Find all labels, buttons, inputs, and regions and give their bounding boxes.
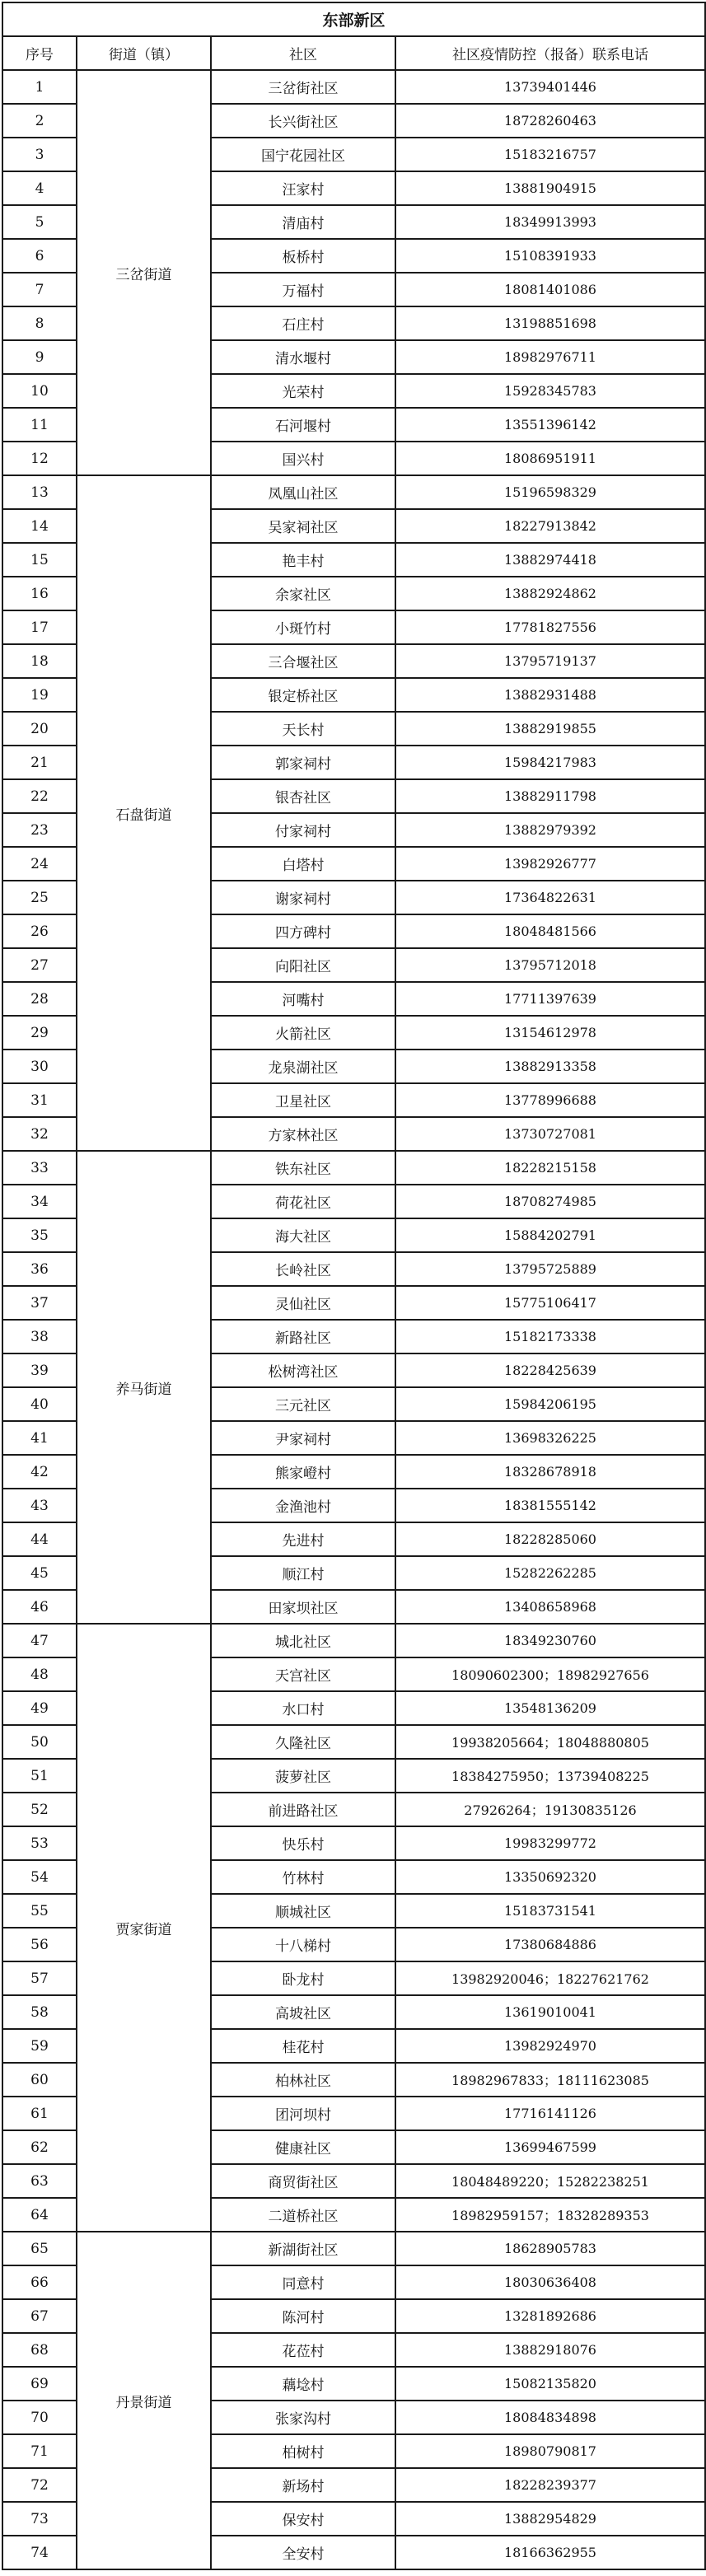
- row-index: 72: [2, 2468, 77, 2502]
- row-index: 46: [2, 1590, 77, 1624]
- row-index: 9: [2, 340, 77, 374]
- phone-cell: 18084834898: [395, 2401, 705, 2434]
- phone-cell: 18381555142: [395, 1489, 705, 1522]
- community-cell: 长岭社区: [211, 1252, 395, 1286]
- phone-cell: 13795725889: [395, 1252, 705, 1286]
- phone-cell: 13982926777: [395, 847, 705, 881]
- row-index: 68: [2, 2333, 77, 2367]
- phone-cell: 18982959157；18328289353: [395, 2198, 705, 2232]
- row-index: 16: [2, 577, 77, 610]
- community-cell: 同意村: [211, 2265, 395, 2299]
- row-index: 34: [2, 1185, 77, 1218]
- row-index: 63: [2, 2164, 77, 2198]
- row-index: 4: [2, 171, 77, 205]
- header-row: [2, 36, 705, 70]
- row-index: 40: [2, 1387, 77, 1421]
- phone-cell: 15928345783: [395, 374, 705, 408]
- phone-cell: 18708274985: [395, 1185, 705, 1218]
- community-cell: 汪家村: [211, 171, 395, 205]
- community-cell: 商贸街社区: [211, 2164, 395, 2198]
- table-row: [2, 475, 705, 509]
- community-cell: 三岔街社区: [211, 70, 395, 104]
- row-index: 42: [2, 1455, 77, 1489]
- row-index: 67: [2, 2299, 77, 2333]
- community-cell: 白塔村: [211, 847, 395, 881]
- community-cell: 石河堰村: [211, 408, 395, 442]
- phone-cell: 15196598329: [395, 475, 705, 509]
- row-index: 45: [2, 1556, 77, 1590]
- community-cell: 张家沟村: [211, 2401, 395, 2434]
- community-cell: 藕埝村: [211, 2367, 395, 2401]
- phone-cell: 15984217983: [395, 746, 705, 779]
- row-index: 69: [2, 2367, 77, 2401]
- community-cell: 天宫社区: [211, 1657, 395, 1691]
- row-index: 2: [2, 104, 77, 138]
- community-cell: 万福村: [211, 273, 395, 306]
- row-index: 39: [2, 1353, 77, 1387]
- phone-cell: 18982976711: [395, 340, 705, 374]
- row-index: 28: [2, 982, 77, 1016]
- row-index: 60: [2, 2063, 77, 2097]
- header-phone: 社区疫情防控（报备）联系电话: [395, 36, 705, 70]
- phone-cell: 18048489220；15282238251: [395, 2164, 705, 2198]
- header-street: 街道（镇）: [77, 36, 211, 70]
- community-cell: 二道桥社区: [211, 2198, 395, 2232]
- phone-cell: 17711397639: [395, 982, 705, 1016]
- community-cell: 郭家祠村: [211, 746, 395, 779]
- community-cell: 荷花社区: [211, 1185, 395, 1218]
- phone-cell: 13882924862: [395, 577, 705, 610]
- community-cell: 田家坝社区: [211, 1590, 395, 1624]
- phone-cell: 19983299772: [395, 1826, 705, 1860]
- phone-cell: 13882919855: [395, 712, 705, 746]
- row-index: 43: [2, 1489, 77, 1522]
- table-row: [2, 2232, 705, 2265]
- row-index: 32: [2, 1117, 77, 1151]
- phone-cell: 15884202791: [395, 1218, 705, 1252]
- community-cell: 金渔池村: [211, 1489, 395, 1522]
- community-cell: 向阳社区: [211, 948, 395, 982]
- row-index: 23: [2, 813, 77, 847]
- community-cell: 凤凰山社区: [211, 475, 395, 509]
- phone-cell: 13795719137: [395, 644, 705, 678]
- row-index: 41: [2, 1421, 77, 1455]
- contact-table: [2, 2, 706, 2570]
- street-cell: 贾家街道: [77, 1624, 211, 2232]
- community-cell: 高坡社区: [211, 1995, 395, 2029]
- community-cell: 团河坝村: [211, 2097, 395, 2130]
- row-index: 14: [2, 509, 77, 543]
- row-index: 51: [2, 1759, 77, 1793]
- community-cell: 天长村: [211, 712, 395, 746]
- row-index: 35: [2, 1218, 77, 1252]
- row-index: 61: [2, 2097, 77, 2130]
- phone-cell: 13698326225: [395, 1421, 705, 1455]
- row-index: 44: [2, 1522, 77, 1556]
- phone-cell: 15183216757: [395, 138, 705, 171]
- community-cell: 花莅村: [211, 2333, 395, 2367]
- community-cell: 河嘴村: [211, 982, 395, 1016]
- phone-cell: 18030636408: [395, 2265, 705, 2299]
- row-index: 73: [2, 2502, 77, 2536]
- row-index: 22: [2, 779, 77, 813]
- row-index: 38: [2, 1320, 77, 1353]
- row-index: 12: [2, 442, 77, 475]
- community-cell: 灵仙社区: [211, 1286, 395, 1320]
- community-cell: 长兴街社区: [211, 104, 395, 138]
- street-cell: 石盘街道: [77, 475, 211, 1151]
- row-index: 57: [2, 1961, 77, 1995]
- community-cell: 柏树村: [211, 2434, 395, 2468]
- row-index: 17: [2, 610, 77, 644]
- phone-cell: 13881904915: [395, 171, 705, 205]
- street-cell: 三岔街道: [77, 70, 211, 475]
- community-cell: 铁东社区: [211, 1151, 395, 1185]
- phone-cell: 17781827556: [395, 610, 705, 644]
- row-index: 1: [2, 70, 77, 104]
- street-cell: 养马街道: [77, 1151, 211, 1624]
- phone-cell: 13350692320: [395, 1860, 705, 1894]
- phone-cell: 18982967833；18111623085: [395, 2063, 705, 2097]
- row-index: 53: [2, 1826, 77, 1860]
- header-community: 社区: [211, 36, 395, 70]
- community-cell: 菠萝社区: [211, 1759, 395, 1793]
- phone-cell: 15108391933: [395, 239, 705, 273]
- phone-cell: 27926264；19130835126: [395, 1793, 705, 1826]
- row-index: 62: [2, 2130, 77, 2164]
- table-row: [2, 1151, 705, 1185]
- community-cell: 光荣村: [211, 374, 395, 408]
- phone-cell: 15082135820: [395, 2367, 705, 2401]
- phone-cell: 18980790817: [395, 2434, 705, 2468]
- community-cell: 全安村: [211, 2536, 395, 2569]
- phone-cell: 18048481566: [395, 914, 705, 948]
- phone-cell: 13882954829: [395, 2502, 705, 2536]
- phone-cell: 13882931488: [395, 678, 705, 712]
- phone-cell: 18228239377: [395, 2468, 705, 2502]
- community-cell: 新路社区: [211, 1320, 395, 1353]
- community-cell: 余家社区: [211, 577, 395, 610]
- phone-cell: 15183731541: [395, 1894, 705, 1928]
- community-cell: 柏林社区: [211, 2063, 395, 2097]
- row-index: 52: [2, 1793, 77, 1826]
- phone-cell: 19938205664；18048880805: [395, 1725, 705, 1759]
- row-index: 56: [2, 1928, 77, 1961]
- phone-cell: 13882918076: [395, 2333, 705, 2367]
- table-row: [2, 70, 705, 104]
- row-index: 26: [2, 914, 77, 948]
- phone-cell: 13882911798: [395, 779, 705, 813]
- phone-cell: 13982924970: [395, 2029, 705, 2063]
- row-index: 15: [2, 543, 77, 577]
- row-index: 30: [2, 1050, 77, 1083]
- community-cell: 小斑竹村: [211, 610, 395, 644]
- phone-cell: 18081401086: [395, 273, 705, 306]
- phone-cell: 18628905783: [395, 2232, 705, 2265]
- community-cell: 城北社区: [211, 1624, 395, 1657]
- phone-cell: 18228215158: [395, 1151, 705, 1185]
- community-cell: 松树湾社区: [211, 1353, 395, 1387]
- community-cell: 方家林社区: [211, 1117, 395, 1151]
- community-cell: 快乐村: [211, 1826, 395, 1860]
- phone-cell: 18090602300；18982927656: [395, 1657, 705, 1691]
- phone-cell: 13408658968: [395, 1590, 705, 1624]
- row-index: 49: [2, 1691, 77, 1725]
- community-cell: 清水堰村: [211, 340, 395, 374]
- phone-cell: 13619010041: [395, 1995, 705, 2029]
- community-cell: 顺城社区: [211, 1894, 395, 1928]
- community-cell: 吴家祠社区: [211, 509, 395, 543]
- phone-cell: 18349913993: [395, 205, 705, 239]
- community-cell: 艳丰村: [211, 543, 395, 577]
- community-cell: 新场村: [211, 2468, 395, 2502]
- community-cell: 卧龙村: [211, 1961, 395, 1995]
- row-index: 47: [2, 1624, 77, 1657]
- row-index: 13: [2, 475, 77, 509]
- phone-cell: 15282262285: [395, 1556, 705, 1590]
- phone-cell: 17364822631: [395, 881, 705, 914]
- community-cell: 新湖街社区: [211, 2232, 395, 2265]
- row-index: 11: [2, 408, 77, 442]
- phone-cell: 15775106417: [395, 1286, 705, 1320]
- phone-cell: 18384275950；13739408225: [395, 1759, 705, 1793]
- community-cell: 顺江村: [211, 1556, 395, 1590]
- row-index: 36: [2, 1252, 77, 1286]
- row-index: 20: [2, 712, 77, 746]
- phone-cell: 18728260463: [395, 104, 705, 138]
- phone-cell: 13778996688: [395, 1083, 705, 1117]
- table-body: [2, 70, 705, 2569]
- community-cell: 先进村: [211, 1522, 395, 1556]
- street-cell: 丹景街道: [77, 2232, 211, 2569]
- phone-cell: 18228425639: [395, 1353, 705, 1387]
- community-cell: 谢家祠村: [211, 881, 395, 914]
- header-index: 序号: [2, 36, 77, 70]
- row-index: 21: [2, 746, 77, 779]
- community-cell: 熊家嶝村: [211, 1455, 395, 1489]
- community-cell: 国兴村: [211, 442, 395, 475]
- phone-cell: 18328678918: [395, 1455, 705, 1489]
- row-index: 50: [2, 1725, 77, 1759]
- row-index: 6: [2, 239, 77, 273]
- community-cell: 板桥村: [211, 239, 395, 273]
- phone-cell: 13982920046；18227621762: [395, 1961, 705, 1995]
- community-cell: 银杏社区: [211, 779, 395, 813]
- row-index: 48: [2, 1657, 77, 1691]
- community-cell: 银定桥社区: [211, 678, 395, 712]
- phone-cell: 13198851698: [395, 306, 705, 340]
- community-cell: 国宁花园社区: [211, 138, 395, 171]
- phone-cell: 17380684886: [395, 1928, 705, 1961]
- community-cell: 四方碑村: [211, 914, 395, 948]
- row-index: 66: [2, 2265, 77, 2299]
- row-index: 70: [2, 2401, 77, 2434]
- row-index: 10: [2, 374, 77, 408]
- row-index: 64: [2, 2198, 77, 2232]
- community-cell: 保安村: [211, 2502, 395, 2536]
- community-cell: 龙泉湖社区: [211, 1050, 395, 1083]
- phone-cell: 17716141126: [395, 2097, 705, 2130]
- phone-cell: 18166362955: [395, 2536, 705, 2569]
- phone-cell: 13730727081: [395, 1117, 705, 1151]
- table-row: [2, 1624, 705, 1657]
- phone-cell: 18228285060: [395, 1522, 705, 1556]
- row-index: 71: [2, 2434, 77, 2468]
- community-cell: 水口村: [211, 1691, 395, 1725]
- community-cell: 卫星社区: [211, 1083, 395, 1117]
- phone-cell: 13551396142: [395, 408, 705, 442]
- row-index: 65: [2, 2232, 77, 2265]
- community-cell: 健康社区: [211, 2130, 395, 2164]
- row-index: 25: [2, 881, 77, 914]
- community-cell: 火箭社区: [211, 1016, 395, 1050]
- row-index: 33: [2, 1151, 77, 1185]
- phone-cell: 13739401446: [395, 70, 705, 104]
- phone-cell: 18349230760: [395, 1624, 705, 1657]
- row-index: 3: [2, 138, 77, 171]
- community-cell: 尹家祠村: [211, 1421, 395, 1455]
- phone-cell: 13795712018: [395, 948, 705, 982]
- phone-cell: 18086951911: [395, 442, 705, 475]
- row-index: 7: [2, 273, 77, 306]
- phone-cell: 18227913842: [395, 509, 705, 543]
- phone-cell: 13699467599: [395, 2130, 705, 2164]
- community-cell: 久隆社区: [211, 1725, 395, 1759]
- row-index: 54: [2, 1860, 77, 1894]
- phone-cell: 13882913358: [395, 1050, 705, 1083]
- row-index: 8: [2, 306, 77, 340]
- phone-cell: 13882979392: [395, 813, 705, 847]
- community-cell: 竹林村: [211, 1860, 395, 1894]
- community-cell: 付家祠村: [211, 813, 395, 847]
- community-cell: 石庄村: [211, 306, 395, 340]
- row-index: 29: [2, 1016, 77, 1050]
- phone-cell: 15182173338: [395, 1320, 705, 1353]
- title-row: [2, 2, 705, 36]
- community-cell: 前进路社区: [211, 1793, 395, 1826]
- table-title: 东部新区: [2, 2, 705, 36]
- row-index: 24: [2, 847, 77, 881]
- phone-cell: 15984206195: [395, 1387, 705, 1421]
- community-cell: 海大社区: [211, 1218, 395, 1252]
- phone-cell: 13882974418: [395, 543, 705, 577]
- community-cell: 三元社区: [211, 1387, 395, 1421]
- community-cell: 三合堰社区: [211, 644, 395, 678]
- community-cell: 清庙村: [211, 205, 395, 239]
- phone-cell: 13548136209: [395, 1691, 705, 1725]
- phone-cell: 13154612978: [395, 1016, 705, 1050]
- phone-cell: 13281892686: [395, 2299, 705, 2333]
- row-index: 18: [2, 644, 77, 678]
- community-cell: 十八梯村: [211, 1928, 395, 1961]
- row-index: 59: [2, 2029, 77, 2063]
- row-index: 19: [2, 678, 77, 712]
- row-index: 37: [2, 1286, 77, 1320]
- row-index: 5: [2, 205, 77, 239]
- row-index: 55: [2, 1894, 77, 1928]
- community-cell: 陈河村: [211, 2299, 395, 2333]
- community-cell: 桂花村: [211, 2029, 395, 2063]
- row-index: 27: [2, 948, 77, 982]
- row-index: 74: [2, 2536, 77, 2569]
- row-index: 58: [2, 1995, 77, 2029]
- row-index: 31: [2, 1083, 77, 1117]
